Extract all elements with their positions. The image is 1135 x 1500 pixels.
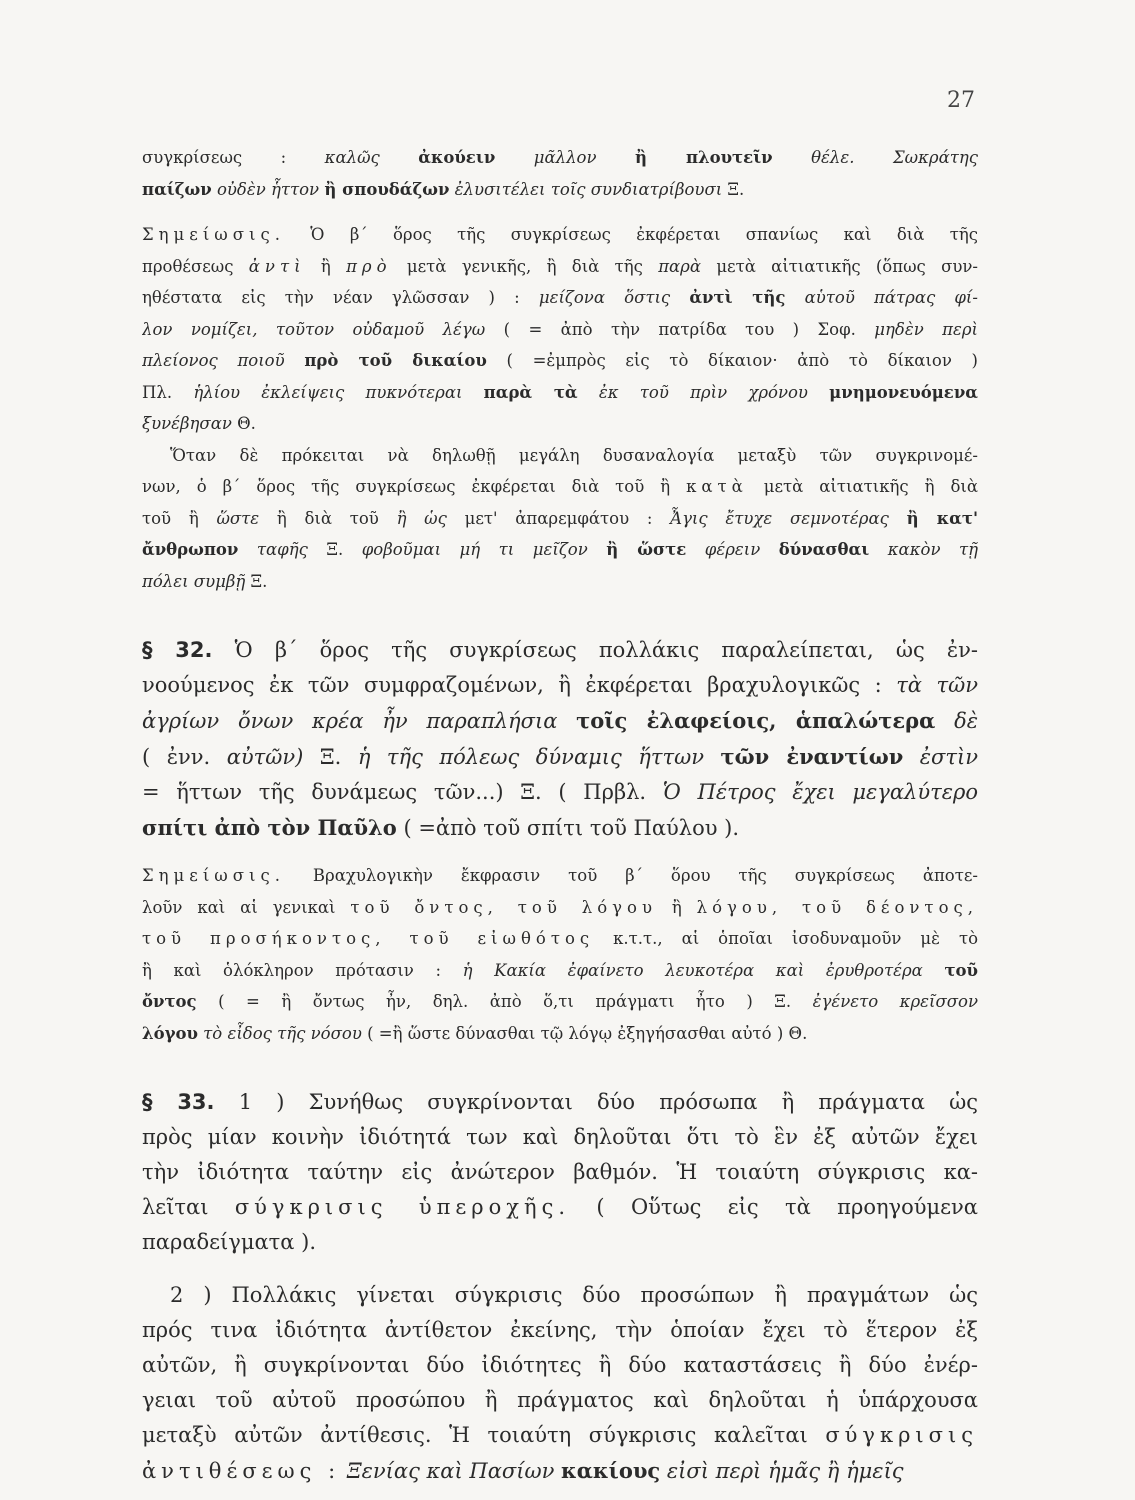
text-line: [142, 503, 978, 535]
text-segment: ἢ σπουδάζων: [324, 179, 450, 199]
text-segment: πόλει συμβῇ: [142, 571, 246, 591]
text-segment: [935, 709, 954, 733]
text-line: [142, 251, 978, 283]
text-segment: ξυνέβησαν: [142, 414, 232, 433]
paragraph: [142, 1278, 978, 1489]
text-segment: νων, ὁ β΄ ὅρος τῆς συγκρίσεως ἐκφέρεται διὰ τοῦ ἢ: [142, 477, 687, 496]
text-segment: παίζων: [142, 179, 212, 199]
text-line: [142, 534, 978, 566]
text-segment: γειαι τοῦ αὐτοῦ προσώπου ἢ πράγματος καὶ δηλοῦται ἡ ὑπάρχουσα: [142, 1388, 978, 1412]
text-segment: κατὰ: [686, 477, 748, 496]
text-segment: κ.τ.τ., αἱ ὁποῖαι ἰσοδυναμοῦν μὲ τὸ: [594, 929, 978, 948]
text-segment: Σημείωσις.: [142, 225, 285, 244]
text-segment: Πλ.: [142, 382, 194, 402]
text-line: [142, 1348, 978, 1383]
text-segment: ( =ἢ ὥστε δύνασθαι τῷ λόγῳ ἐξηγήσασθαι αὐτό ) Θ.: [361, 1023, 808, 1043]
text-line: [142, 703, 978, 739]
text-segment: ἢ: [305, 256, 347, 276]
text-segment: ἢ πλουτεῖν: [634, 148, 773, 167]
text-segment: ἀντὶ τῆς: [689, 288, 786, 307]
text-segment: λόγου, τοῦ δέοντος,: [696, 897, 978, 917]
text-segment: Θ.: [231, 414, 256, 433]
text-segment: κακὸν τῇ: [887, 540, 978, 559]
text-segment: ἀντιθέσεως :: [142, 1459, 341, 1483]
text-segment: τοῦ: [944, 960, 978, 980]
text-segment: τοῦ προσήκοντος, τοῦ εἰωθότος: [142, 929, 595, 948]
text-segment: προθέσεως: [142, 256, 249, 276]
text-segment: [704, 745, 721, 769]
text-segment: [670, 288, 689, 307]
page-number: 27: [947, 88, 975, 113]
text-segment: [495, 148, 533, 167]
text-segment: ἐλυσιτέλει τοῖς συνδιατρίβουσι: [454, 179, 723, 199]
text-segment: μετ' ἀπαρεμφάτου :: [446, 508, 671, 528]
text-line: [142, 955, 978, 987]
text-segment: σπίτι ἀπὸ τὸν Παῦλο: [142, 815, 397, 840]
text-segment: [285, 351, 305, 370]
text-line: [142, 1085, 978, 1120]
text-segment: [889, 509, 907, 528]
text-segment: εἰσὶ περὶ ἡμᾶς ἢ ἡμεῖς: [666, 1459, 904, 1483]
text-segment: κακίους: [561, 1458, 661, 1483]
text-line: [142, 282, 978, 314]
text-segment: ὥστε: [216, 508, 260, 528]
text-segment: [578, 383, 599, 402]
text-segment: [380, 148, 418, 167]
text-segment: λοῦν καὶ αἱ γενικαὶ: [142, 897, 351, 917]
text-line: [142, 377, 978, 409]
paragraph: [142, 142, 978, 205]
text-segment: [785, 288, 804, 307]
text-segment: ( = ἀπὸ τὴν πατρίδα του ) Σοφ.: [485, 319, 875, 339]
text-line: [142, 892, 978, 924]
text-segment: Ὁ β΄ ὅρος τῆς συγκρίσεως πολλάκις παραλείπεται, ὡς ἐν-: [212, 638, 978, 662]
text-segment: ἀντὶ: [248, 256, 306, 276]
text-segment: παρὰ: [658, 256, 702, 276]
text-segment: [923, 961, 945, 980]
text-segment: παραδείγματα ).: [142, 1230, 316, 1254]
paragraph: [142, 440, 978, 598]
text-segment: αὐτῶν): [226, 745, 304, 769]
text-segment: ἡ τῆς πόλεως δύναμις ἥττων: [357, 745, 704, 769]
text-segment: παρὰ τὰ: [483, 382, 578, 402]
text-line: [142, 1418, 978, 1453]
text-segment: ἡλίου ἐκλείψεις πυκνότεραι: [193, 382, 463, 402]
text-segment: Ὁ β΄ ὅρος τῆς συγκρίσεως ἐκφέρεται σπανίως καὶ διὰ τῆς: [284, 225, 978, 244]
text-segment: τοῦ ὄντος, τοῦ λόγου: [350, 897, 657, 917]
text-segment: πρός τινα ἰδιότητα ἀντίθετον ἐκείνης, τὴν ὁποίαν ἔχει τὸ ἕτερον ἐξ: [142, 1318, 978, 1342]
text-segment: σύγκρισις ὑπεροχῆς.: [234, 1195, 571, 1219]
text-segment: ἐκ τοῦ πρὶν χρόνου: [598, 382, 808, 402]
text-segment: ηθέστατα εἰς τὴν νέαν γλῶσσαν ) :: [142, 288, 539, 307]
text-segment: Ὁ Πέτρος ἔχει μεγαλύτερο: [662, 780, 978, 804]
text-line: [142, 668, 978, 703]
text-segment: μᾶλλον: [533, 148, 597, 167]
text-line: [142, 566, 978, 598]
text-segment: μείζονα ὅστις: [538, 288, 671, 307]
text-segment: θέλε. Σωκράτης: [811, 148, 978, 167]
text-line: [142, 440, 978, 472]
text-segment: οὐδὲν ἧττον: [216, 179, 320, 199]
text-line: [142, 775, 978, 810]
text-segment: ἢ ὥστε: [606, 540, 687, 559]
text-segment: [686, 540, 705, 559]
text-line: [142, 174, 978, 206]
text-segment: λόγου: [142, 1023, 198, 1043]
text-segment: τὴν ἰδιότητα ταύτην εἰς ἀνώτερον βαθμόν. Ἡ τοιαύτη σύγκρισις κα-: [142, 1160, 978, 1184]
text-segment: τὸ εἶδος τῆς νόσου: [203, 1023, 362, 1043]
text-segment: φοβοῦμαι μή τι μεῖζον: [361, 540, 588, 559]
text-line: [142, 1018, 978, 1050]
paragraph: [142, 860, 978, 1049]
text-line: [142, 142, 978, 174]
text-line: [142, 633, 978, 668]
text-line: [142, 1278, 978, 1313]
text-segment: ἢ κατ': [906, 508, 978, 528]
text-line: [142, 408, 978, 440]
text-line: [142, 1453, 978, 1489]
text-line: [142, 1313, 978, 1348]
text-line: [142, 1120, 978, 1155]
text-segment: Βραχυλογικὴν ἔκφρασιν τοῦ β΄ ὅρου τῆς συγκρίσεως ἀποτε-: [284, 866, 978, 885]
paragraph: [142, 219, 978, 440]
text-segment: [597, 148, 635, 167]
text-segment: ἄνθρωπον: [142, 540, 239, 559]
text-segment: ( = ἢ ὄντως ἦν, δηλ. ἀπὸ ὅ,τι πράγματι ἦτο ) Ξ.: [196, 992, 813, 1011]
text-segment: ἢ καὶ ὁλόκληρον πρότασιν :: [142, 960, 463, 980]
text-segment: φέρειν: [704, 540, 761, 559]
text-segment: ἡ Κακία ἐφαίνετο λευκοτέρα καὶ ἐρυθροτέρα: [462, 960, 923, 980]
text-segment: [869, 540, 888, 559]
text-segment: Ἆγις ἔτυχε σεμνοτέρας: [670, 508, 889, 528]
text-segment: 1 ) Συνήθως συγκρίνονται δύο πρόσωπα ἢ πράγματα ὡς: [214, 1090, 978, 1114]
text-segment: μετὰ γενικῆς, ἢ διὰ τῆς: [391, 256, 659, 276]
text-segment: μετὰ αἰτιατικῆς ἢ διὰ: [747, 477, 978, 496]
text-line: [142, 923, 978, 955]
section-number: § 32.: [142, 638, 213, 662]
text-line: [142, 471, 978, 503]
section-number: § 33.: [142, 1090, 215, 1114]
text-segment: τῶν ἐναντίων: [720, 744, 904, 769]
text-segment: ταφῆς: [256, 540, 308, 559]
text-line: [142, 1155, 978, 1190]
text-segment: ( =ἀπὸ τοῦ σπίτι τοῦ Παύλου ).: [396, 816, 740, 840]
text-segment: μνημονευόμενα: [829, 382, 978, 402]
text-line: [142, 1383, 978, 1418]
text-segment: πρὸ τοῦ δικαίου: [304, 351, 487, 370]
text-line: [142, 345, 978, 377]
page-body: [142, 142, 978, 1489]
text-segment: πρὸς μίαν κοινὴν ἰδιότητά των καὶ δηλοῦται ὅτι τὸ ἓν ἐξ αὐτῶν ἔχει: [142, 1125, 978, 1149]
text-segment: σύγκρισις: [825, 1423, 978, 1447]
text-segment: δύνασθαι: [778, 540, 870, 559]
text-segment: [808, 383, 829, 402]
text-segment: Σημείωσις.: [142, 866, 285, 885]
text-segment: λον νομίζει, τοῦτον οὐδαμοῦ λέγω: [142, 319, 486, 339]
text-line: [142, 986, 978, 1018]
text-segment: ἐγένετο κρεῖσσον: [812, 992, 978, 1011]
text-segment: ( =ἐμπρὸς εἰς τὸ δίκαιον· ἀπὸ τὸ δίκαιον ): [486, 351, 978, 370]
paragraph: [142, 1085, 978, 1260]
text-line: [142, 860, 978, 892]
text-segment: Ξ.: [303, 745, 358, 769]
text-segment: αὐτῶν, ἢ συγκρίνονται δύο ἰδιότητες ἢ δύο καταστάσεις ἢ δύο ἐνέρ-: [142, 1353, 978, 1377]
text-segment: συγκρίσεως :: [142, 148, 325, 167]
text-segment: λεῖται: [142, 1195, 235, 1219]
text-segment: ( ἐνν.: [142, 745, 227, 769]
text-segment: ἀκούειν: [418, 148, 496, 167]
text-segment: [462, 383, 483, 402]
text-segment: ἀγρίων ὄνων κρέα ἦν παραπλήσια: [142, 709, 558, 733]
text-line: [142, 314, 978, 346]
text-segment: Ξ.: [245, 571, 268, 591]
text-segment: [557, 709, 576, 733]
text-segment: [238, 540, 257, 559]
text-segment: [340, 1459, 347, 1483]
text-segment: μηδὲν περὶ: [874, 319, 978, 339]
text-segment: ἢ ὡς: [396, 508, 447, 528]
text-line: [142, 739, 978, 775]
text-segment: Ξ.: [722, 179, 745, 199]
text-segment: τοῖς ἐλαφείοις, ἁπαλώτερα: [576, 708, 936, 733]
text-segment: τοῦ ἢ: [142, 508, 217, 528]
text-segment: = ἥττων τῆς δυνάμεως τῶν...) Ξ. ( Πρβλ.: [142, 780, 663, 804]
text-line: [142, 1190, 978, 1225]
text-segment: 2 ) Πολλάκις γίνεται σύγκρισις δύο προσώπων ἢ πραγμάτων ὡς: [170, 1283, 978, 1307]
text-line: [142, 1225, 978, 1260]
text-segment: Ξ.: [307, 540, 362, 559]
text-segment: [660, 1459, 667, 1483]
text-segment: ἢ: [656, 897, 697, 917]
text-segment: ὄντος: [142, 992, 197, 1011]
text-segment: [773, 148, 811, 167]
text-segment: ἢ διὰ τοῦ: [259, 508, 397, 528]
text-segment: τὰ τῶν: [896, 673, 978, 697]
text-segment: ἐστὶν: [919, 745, 978, 769]
text-segment: [903, 745, 920, 769]
text-segment: [760, 540, 779, 559]
text-segment: αὑτοῦ πάτρας φί-: [804, 288, 978, 307]
text-segment: [588, 540, 607, 559]
text-segment: Ξενίας καὶ Πασίων: [346, 1459, 555, 1483]
paragraph: [142, 633, 978, 846]
text-segment: πρὸ: [346, 256, 392, 276]
text-segment: μεταξὺ αὐτῶν ἀντίθεσις. Ἡ τοιαύτη σύγκρισις καλεῖται: [142, 1423, 826, 1447]
text-segment: πλείονος ποιοῦ: [142, 351, 285, 370]
text-line: [142, 219, 978, 251]
text-segment: νοούμενος ἐκ τῶν συμφραζομένων, ἢ ἐκφέρεται βραχυλογικῶς :: [142, 673, 897, 697]
text-segment: μετὰ αἰτιατικῆς (ὅπως συν-: [701, 256, 978, 276]
text-segment: ( Οὕτως εἰς τὰ προηγούμενα: [570, 1195, 978, 1219]
text-segment: καλῶς: [324, 148, 380, 167]
text-line: [142, 810, 978, 846]
text-segment: Ὅταν δὲ πρόκειται νὰ δηλωθῇ μεγάλη δυσαναλογία μεταξὺ τῶν συγκρινομέ-: [170, 445, 978, 465]
text-segment: δὲ: [954, 709, 978, 733]
